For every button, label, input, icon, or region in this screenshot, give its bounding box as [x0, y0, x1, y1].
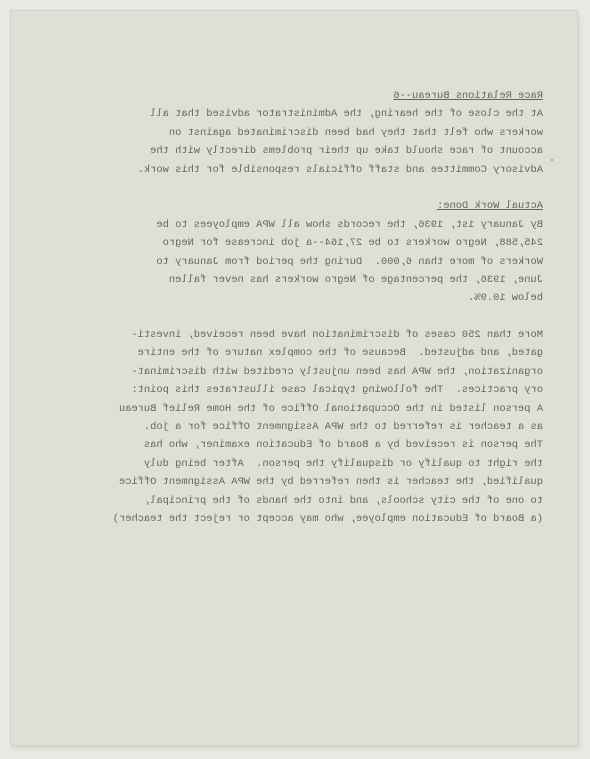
- paragraph-2-line: June, 1936, the percentage of Negro workers has never fallen: [168, 273, 543, 286]
- paragraph-3-line: the right to qualify or disqualify the person. After being duly: [143, 457, 543, 470]
- page-header: Race Relations Bureau--6: [393, 90, 543, 102]
- paragraph-1-line: Advisory Committee and staff officials responsible for this work.: [137, 163, 543, 176]
- paragraph-1-line: workers who felt that they had been discriminated against on: [168, 126, 543, 139]
- paragraph-3-line: The person is received by a Board of Education examiner, who has: [143, 439, 543, 452]
- paragraph-3-line: qualified, the teacher is then referred by the WPA Assignment Office: [118, 476, 543, 489]
- paragraph-3-line: organization, the WPA has been unjustly credited with discriminat-: [131, 365, 543, 378]
- paragraph-3-line: as a teacher is referred to the WPA Assignment Office for a job.: [143, 421, 543, 434]
- paragraph-2-line: By January 1st, 1936, the records show all WPA employees to be: [156, 218, 543, 231]
- paragraph-3-line: A person listed in the Occupational Office of the Home Relief Bureau: [118, 402, 543, 415]
- document-page: [10, 10, 578, 746]
- paragraph-1-line: At the close of the hearing, the Administrator advised that all: [150, 108, 543, 121]
- paragraph-2-line: below 10.9%.: [468, 292, 543, 305]
- paragraph-3-line: to one of the city schools, and into the hands of the principal,: [143, 494, 543, 507]
- paragraph-3-line: More than 250 cases of discrimination have been received, investi-: [131, 329, 543, 342]
- paragraph-3-line: gated, and adjusted. Because of the complex nature of the entire: [137, 347, 543, 360]
- section-heading: Actual Work Done:: [436, 200, 543, 213]
- mirrored-typewritten-text: [51, 87, 543, 528]
- paragraph-2-line: 245,588, Negro workers to be 27,164--a job increase for Negro: [162, 237, 543, 250]
- paragraph-3-line: ory practices. The following typical case illustrates this point:: [131, 384, 543, 397]
- paragraph-3-line: (a Board of Education employee, who may accept or reject the teacher): [112, 512, 543, 525]
- paper-speck: [551, 159, 553, 161]
- paragraph-2-line: Workers of more than 6,000. During the period from January to: [156, 255, 543, 268]
- paragraph-1-line: account of race should take up their problems directly with the: [150, 145, 543, 158]
